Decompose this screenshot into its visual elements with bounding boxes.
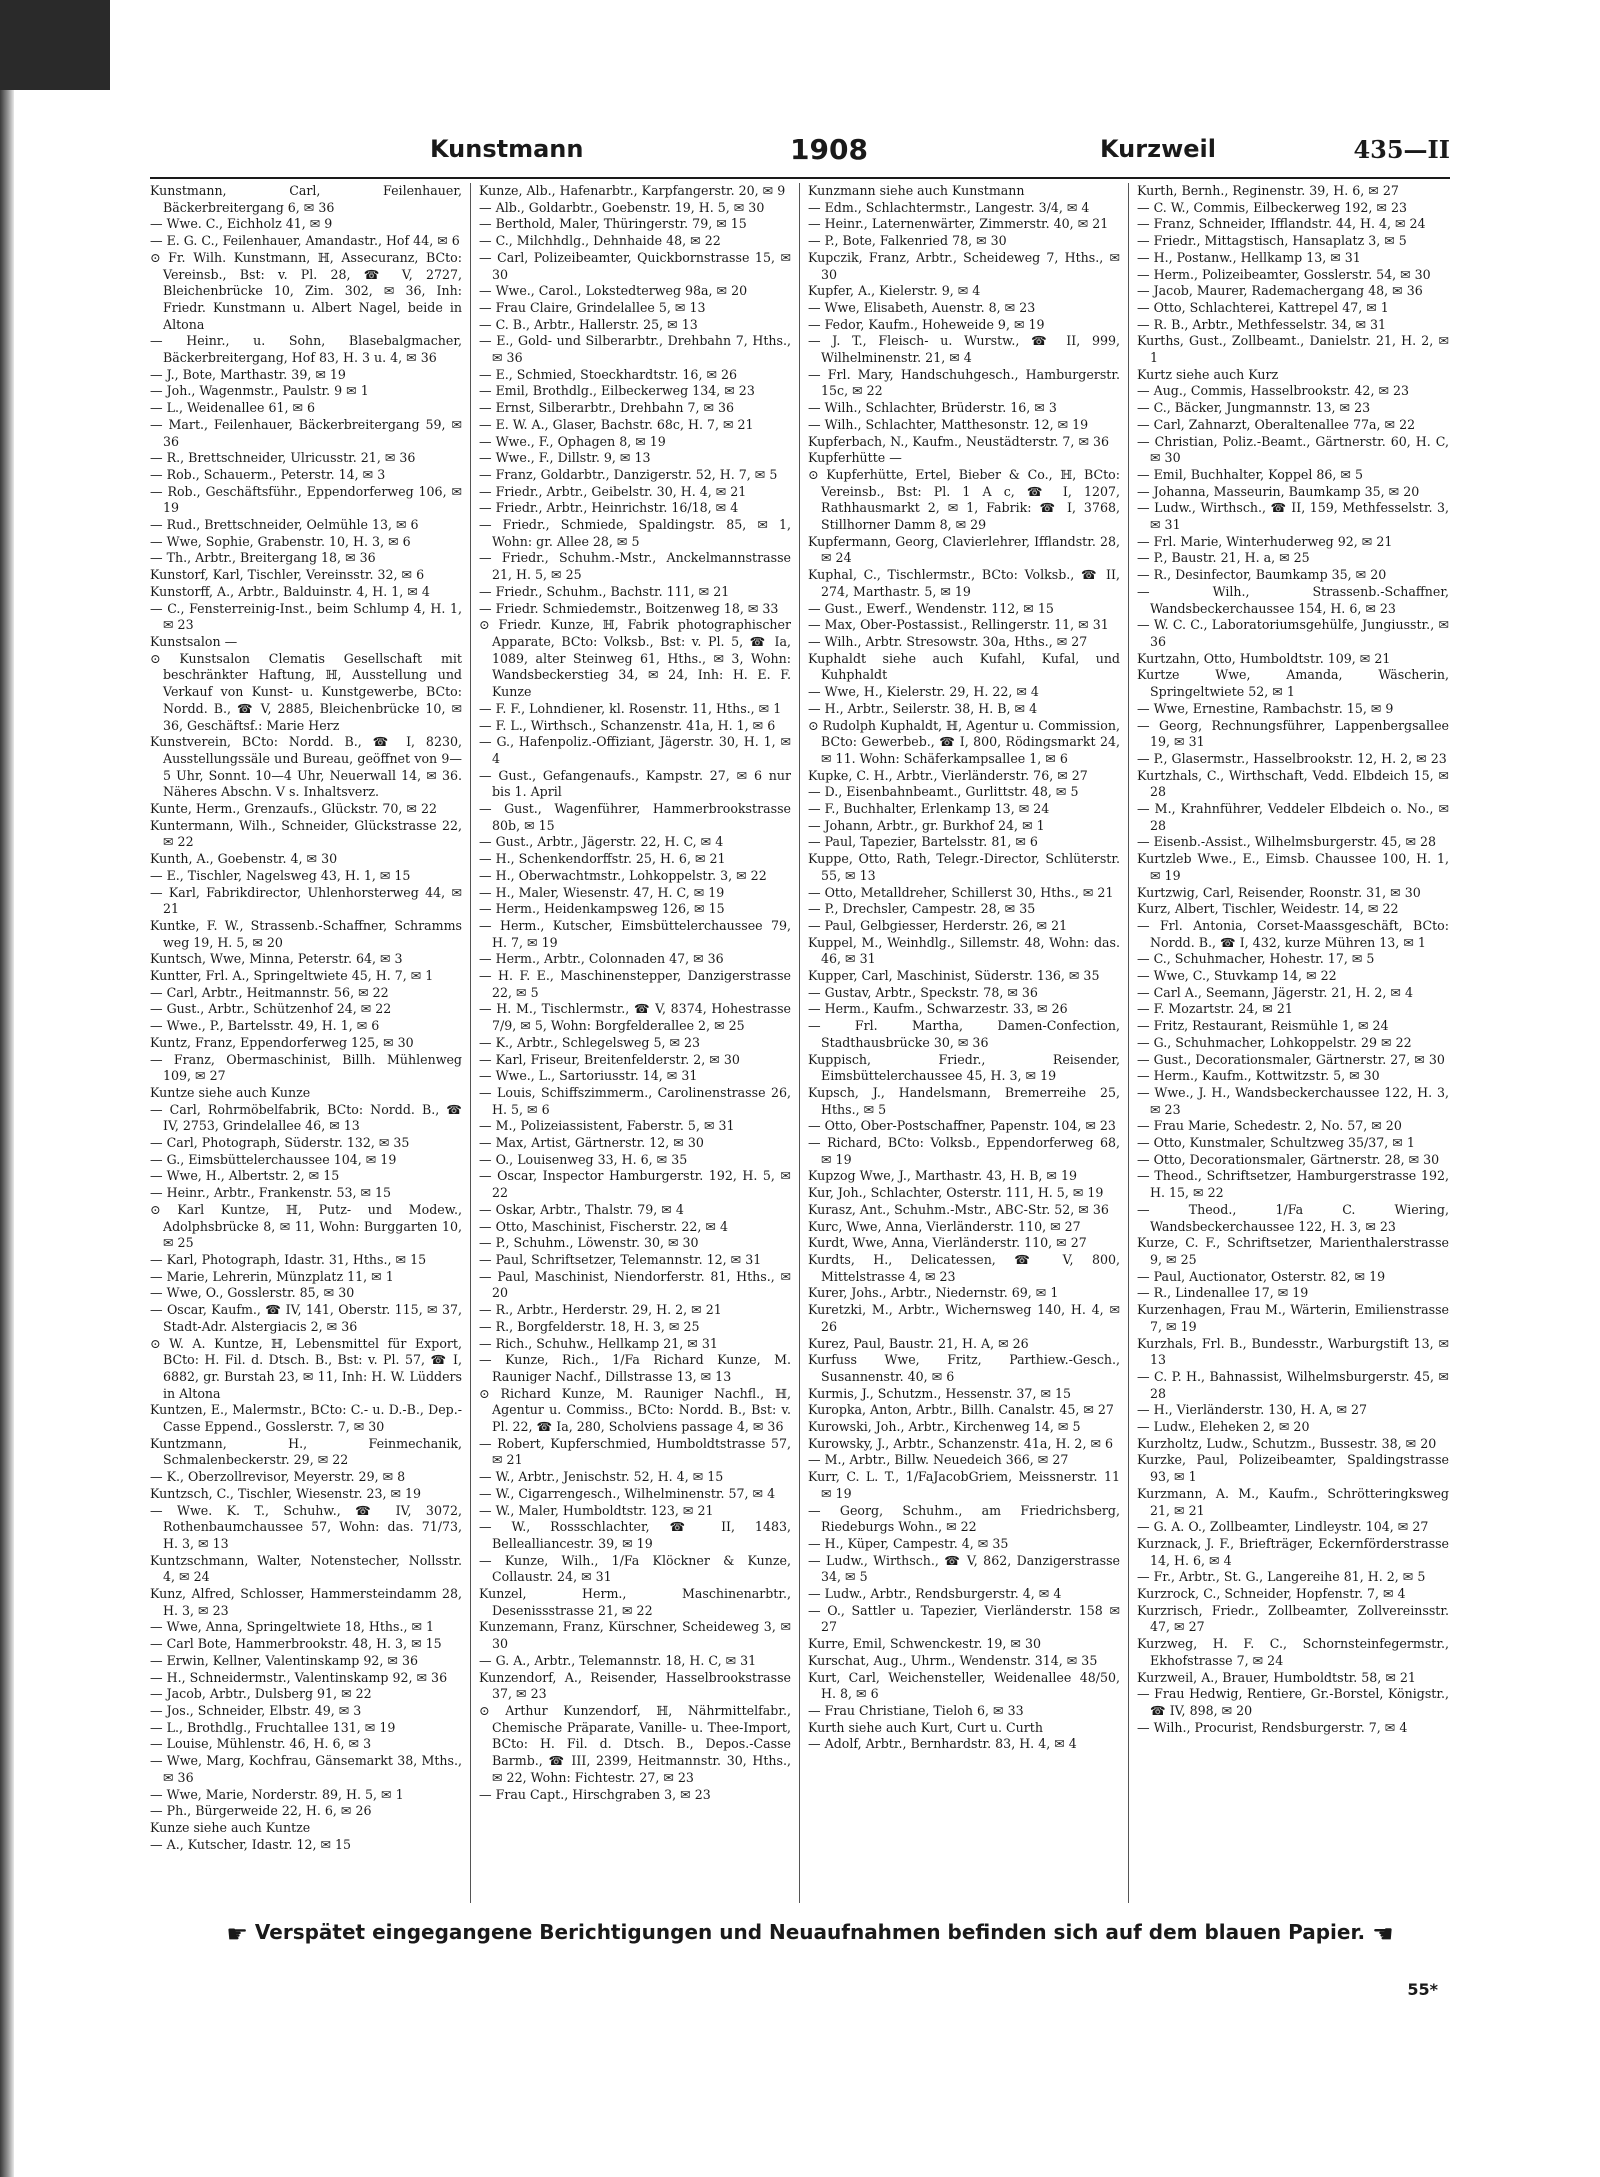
directory-entry: — Paul, Maschinist, Niendorferstr. 81, Hths., ✉ 20 [479, 1268, 791, 1301]
directory-entry: Kur, Joh., Schlachter, Osterstr. 111, H. 5, ✉ 19 [808, 1185, 1104, 1201]
directory-entry: Kunth, A., Goebenstr. 4, ✉ 30 [150, 851, 338, 867]
directory-entry: — E., Tischler, Nagelsweg 43, H. 1, ✉ 15 [150, 867, 411, 883]
directory-entry: — P., Glasermstr., Hasselbrookstr. 12, H. 2, ✉ 23 [1137, 750, 1447, 766]
directory-entry: Kurez, Paul, Baustr. 21, H. A, ✉ 26 [808, 1335, 1029, 1351]
directory-entry: Kurtz siehe auch Kurz [1137, 366, 1279, 382]
directory-entry: Kuropka, Anton, Arbtr., Billh. Canalstr. 45, ✉ 27 [808, 1402, 1114, 1418]
directory-entry: — Wwe, Ernestine, Rambachstr. 15, ✉ 9 [1137, 700, 1394, 716]
directory-entry: — Kunze, Rich., 1/Fa Richard Kunze, M. Rauniger Nachf., Dillstrasse 13, ✉ 13 [479, 1352, 791, 1384]
directory-entry: Kurtze Wwe, Amanda, Wäscherin, Springeltwiete 52, ✉ 1 [1137, 667, 1449, 700]
directory-entry: — Frau Marie, Schedestr. 2, No. 57, ✉ 20 [1137, 1118, 1402, 1134]
directory-entry: — Carl, Arbtr., Heitmannstr. 56, ✉ 22 [150, 984, 389, 1000]
directory-entry: — R. B., Arbtr., Methfesselstr. 34, ✉ 31 [1137, 316, 1387, 332]
directory-entry: — Carl, Photograph, Süderstr. 132, ✉ 35 [150, 1135, 410, 1151]
directory-entry: — D., Eisenbahnbeamt., Gurlittstr. 48, ✉ 5 [808, 784, 1079, 800]
directory-entry: — C. B., Arbtr., Hallerstr. 25, ✉ 13 [479, 316, 698, 332]
directory-entry: Kupczik, Franz, Arbtr., Scheideweg 7, Hths., ✉ 30 [808, 249, 1120, 282]
directory-entry: Kunze siehe auch Kuntze [150, 1819, 311, 1835]
directory-entry: — Erwin, Kellner, Valentinskamp 92, ✉ 36 [150, 1652, 418, 1668]
directory-entry: — H., Schneidermstr., Valentinskamp 92, ✉ 36 [150, 1669, 448, 1685]
directory-entry: — Gust., Arbtr., Schützenhof 24, ✉ 22 [150, 1001, 392, 1017]
directory-entry: Kuppe, Otto, Rath, Telegr.-Director, Schlüterstr. 55, ✉ 13 [808, 851, 1120, 883]
directory-entry: — Max, Ober-Postassist., Rellingerstr. 11, ✉ 31 [808, 617, 1109, 633]
directory-entry: Kurznack, J. F., Briefträger, Eckernförderstrasse 14, H. 6, ✉ 4 [1137, 1535, 1449, 1568]
directory-entry: Kurt, Carl, Weichensteller, Weidenallee 48/50, H. 8, ✉ 6 [808, 1669, 1120, 1702]
directory-entry: — Ludw., Eleheken 2, ✉ 20 [1137, 1419, 1310, 1435]
directory-entry: — E., Gold- und Silberarbtr., Drehbahn 7, Hths., ✉ 36 [479, 333, 791, 366]
directory-entry: — Joh., Wagenmstr., Paulstr. 9 ✉ 1 [150, 383, 369, 399]
directory-entry: — Richard, BCto: Volksb., Eppendorferweg 68, ✉ 19 [808, 1135, 1120, 1167]
directory-entry: — Wwe, Anna, Springeltwiete 18, Hths., ✉ 1 [150, 1619, 435, 1635]
directory-entry: — Rob., Schauerm., Peterstr. 14, ✉ 3 [150, 466, 386, 482]
directory-entry: — H., Küper, Campestr. 4, ✉ 35 [808, 1535, 1009, 1551]
directory-entry: — Herm., Kaufm., Schwarzestr. 33, ✉ 26 [808, 1001, 1068, 1017]
directory-entry: — Rob., Geschäftsführ., Eppendorferweg 106, ✉ 19 [150, 483, 462, 516]
directory-entry: — Carl Bote, Hammerbrookstr. 48, H. 3, ✉ 15 [150, 1636, 442, 1652]
directory-entry: — Theod., Schriftsetzer, Hamburgerstrasse 192, H. 15, ✉ 22 [1137, 1168, 1449, 1201]
directory-entry: — W., Maler, Humboldtstr. 123, ✉ 21 [479, 1502, 714, 1518]
directory-entry: — Edm., Schlachtermstr., Langestr. 3/4, ✉ 4 [808, 199, 1090, 215]
directory-entry: — Herm., Kaufm., Kottwitzstr. 5, ✉ 30 [1137, 1068, 1380, 1084]
directory-entry: — Wwe, Sophie, Grabenstr. 10, H. 3, ✉ 6 [150, 533, 411, 549]
directory-entry: — Emil, Buchhalter, Koppel 86, ✉ 5 [1137, 466, 1363, 482]
directory-entry: Kurtzleb Wwe., E., Eimsb. Chaussee 100, H. 1, ✉ 19 [1137, 851, 1449, 883]
directory-entry: Kupferbach, N., Kaufm., Neustädterstr. 7, ✉ 36 [808, 433, 1110, 449]
directory-entry: — Ludw., Wirthsch., ☎ V, 862, Danzigerstrasse 34, ✉ 5 [808, 1552, 1120, 1585]
directory-entry: — K., Oberzollrevisor, Meyerstr. 29, ✉ 8 [150, 1469, 406, 1485]
directory-entry: — Otto, Decorationsmaler, Gärtnerstr. 28, ✉ 30 [1137, 1151, 1440, 1167]
directory-entry: — W., Arbtr., Jenischstr. 52, H. 4, ✉ 15 [479, 1469, 724, 1485]
directory-entry: ⊙ Arthur Kunzendorf, ℍ, Nährmittelfabr., Chemische Präparate, Vanille- u. Thee-Import, BCto: H. Fil. d. Dtsch. B., Depos.-Casse Barmb., ☎ III, 2399, Heitmannstr. 30, Hths., ✉ 22, Wohn: Fichtestr. 27, ✉ 23 [479, 1702, 791, 1785]
directory-entry: — Frau Capt., Hirschgraben 3, ✉ 23 [479, 1786, 711, 1802]
directory-entry: — Johann, Arbtr., gr. Burkhof 24, ✉ 1 [808, 817, 1045, 833]
directory-entry: Kurzholtz, Ludw., Schutzm., Bussestr. 38, ✉ 20 [1137, 1435, 1437, 1451]
directory-entry: Kunstmann, Carl, Feilenhauer, Bäckerbreitergang 6, ✉ 36 [150, 183, 462, 215]
directory-entry: — M., Krahnführer, Veddeler Elbdeich o. No., ✉ 28 [1137, 801, 1449, 833]
directory-entry: — Otto, Schlachterei, Kattrepel 47, ✉ 1 [1137, 299, 1389, 315]
entry-columns [150, 183, 1450, 1903]
directory-entry: ⊙ Kunstsalon Clematis Gesellschaft mit beschränkter Haftung, ℍ, Ausstellung und Verkauf von Kunst- u. Kunstgewerbe, BCto: Nordd. B., ☎ V, 2885, Bleichenbrücke 10, ✉ 36, Geschäftsf.: Marie Herz [150, 650, 462, 733]
directory-entry: — R., Borgfelderstr. 18, H. 3, ✉ 25 [479, 1318, 700, 1334]
directory-entry: — Max, Artist, Gärtnerstr. 12, ✉ 30 [479, 1135, 704, 1151]
directory-entry: — C., Fensterreinig-Inst., beim Schlump 4, H. 1, ✉ 23 [150, 600, 462, 633]
directory-entry: Kurth, Bernh., Reginenstr. 39, H. 6, ✉ 27 [1137, 183, 1399, 198]
directory-entry: — P., Baustr. 21, H. a, ✉ 25 [1137, 550, 1310, 566]
directory-entry: Kupzog Wwe, J., Marthastr. 43, H. B, ✉ 19 [808, 1168, 1077, 1184]
directory-entry: — Georg, Rechnungsführer, Lappenbergsallee 19, ✉ 31 [1137, 717, 1449, 750]
directory-entry: — Rich., Schuhw., Hellkamp 21, ✉ 31 [479, 1335, 718, 1351]
directory-entry: — Frl. Martha, Damen-Confection, Stadthausbrücke 30, ✉ 36 [808, 1018, 1120, 1050]
directory-entry: — Adolf, Arbtr., Bernhardstr. 83, H. 4, ✉ 4 [808, 1736, 1077, 1752]
directory-entry: — J. T., Fleisch- u. Wurstw., ☎ II, 999, Wilhelminenstr. 21, ✉ 4 [808, 333, 1120, 366]
directory-entry: — Paul, Tapezier, Bartelsstr. 81, ✉ 6 [808, 834, 1038, 850]
column-2 [479, 183, 791, 1903]
directory-entry: Kuntke, F. W., Strassenb.-Schaffner, Schramms weg 19, H. 5, ✉ 20 [150, 917, 462, 950]
directory-entry: Kurzhals, Frl. B., Bundesstr., Warburgstift 13, ✉ 13 [1137, 1335, 1449, 1368]
directory-entry: — Wwe. C., Eichholz 41, ✉ 9 [150, 216, 333, 232]
directory-entry: — Johanna, Masseurin, Baumkamp 35, ✉ 20 [1137, 483, 1420, 499]
directory-entry: — Jos., Schneider, Elbstr. 49, ✉ 3 [150, 1702, 362, 1718]
directory-entry: — Herm., Polizeibeamter, Gosslerstr. 54, ✉ 30 [1137, 266, 1431, 282]
directory-entry: — Frau Hedwig, Rentiere, Gr.-Borstel, Königstr., ☎ IV, 898, ✉ 20 [1137, 1686, 1449, 1718]
directory-entry: — C., Milchhdlg., Dehnhaide 48, ✉ 22 [479, 233, 721, 249]
directory-entry: Kurzrock, C., Schneider, Hopfenstr. 7, ✉ 4 [1137, 1586, 1406, 1602]
directory-entry: — Otto, Metalldreher, Schillerst 30, Hths., ✉ 21 [808, 884, 1114, 900]
directory-entry: — Wwe, C., Stuvkamp 14, ✉ 22 [1137, 968, 1337, 984]
directory-entry: — Emil, Brothdlg., Eilbeckerweg 134, ✉ 23 [479, 383, 755, 399]
directory-entry: — Frl. Marie, Winterhuderweg 92, ✉ 21 [1137, 533, 1393, 549]
directory-entry: — M., Polizeiassistent, Faberstr. 5, ✉ 31 [479, 1118, 735, 1134]
directory-entry: Kurth siehe auch Kurt, Curt u. Curth [808, 1719, 1043, 1735]
directory-entry: — Oskar, Arbtr., Thalstr. 79, ✉ 4 [479, 1201, 684, 1217]
directory-entry: Kupfer, A., Kielerstr. 9, ✉ 4 [808, 283, 981, 299]
footer-notice [170, 1915, 1450, 1949]
directory-entry: — Ernst, Silberarbtr., Drehbahn 7, ✉ 36 [479, 400, 735, 416]
sheet-signature: 55* [1407, 1980, 1438, 1999]
column-divider [470, 183, 471, 1903]
directory-entry: Kunte, Herm., Grenzaufs., Glückstr. 70, ✉ 22 [150, 801, 437, 817]
directory-entry: — O., Louisenweg 33, H. 6, ✉ 35 [479, 1151, 688, 1167]
page-number: 435—II [1353, 135, 1450, 164]
directory-entry: — Herm., Arbtr., Colonnaden 47, ✉ 36 [479, 951, 724, 967]
directory-entry: Kunz, Alfred, Schlosser, Hammersteindamm 28, H. 3, ✉ 23 [150, 1586, 462, 1618]
directory-entry: Kuntzsch, C., Tischler, Wiesenstr. 23, ✉ 19 [150, 1485, 422, 1501]
directory-entry: Kuntermann, Wilh., Schneider, Glückstrasse 22, ✉ 22 [150, 817, 462, 850]
footer-notice-text: Verspätet eingegangene Berichtigungen und Neuaufnahmen befinden sich auf dem blauen Papier. [254, 1920, 1366, 1944]
directory-entry: — R., Desinfector, Baumkamp 35, ✉ 20 [1137, 567, 1387, 583]
directory-entry: — Wilh., Arbtr. Stresowstr. 30a, Hths., ✉ 27 [808, 633, 1088, 649]
directory-entry: Kurtzwig, Carl, Reisender, Roonstr. 31, ✉ 30 [1137, 884, 1421, 900]
directory-entry: — G. A. O., Zollbeamter, Lindleystr. 104, ✉ 27 [1137, 1519, 1429, 1535]
header-rule [150, 177, 1450, 179]
directory-entry: — Wilh., Procurist, Rendsburgerstr. 7, ✉ 4 [1137, 1719, 1408, 1735]
directory-entry: — Heinr., Laternenwärter, Zimmerstr. 40, ✉ 21 [808, 216, 1109, 232]
directory-entry: — Carl, Polizeibeamter, Quickbornstrasse 15, ✉ 30 [479, 249, 791, 282]
directory-entry: — Wilh., Schlachter, Brüderstr. 16, ✉ 3 [808, 400, 1057, 416]
directory-entry: Kunzendorf, A., Reisender, Hasselbrookstrasse 37, ✉ 23 [479, 1669, 791, 1702]
directory-entry: — R., Brettschneider, Ulricusstr. 21, ✉ 36 [150, 450, 416, 466]
directory-entry: Kunzel, Herm., Maschinenarbtr., Desenissstrasse 21, ✉ 22 [479, 1586, 791, 1618]
directory-entry: — G. A., Arbtr., Telemannstr. 18, H. C, ✉ 31 [479, 1652, 757, 1668]
directory-entry: — F. F., Lohndiener, kl. Rosenstr. 11, Hths., ✉ 1 [479, 700, 782, 716]
directory-entry: — Wwe., F., Ophagen 8, ✉ 19 [479, 433, 666, 449]
column-3 [808, 183, 1120, 1903]
directory-entry: — Georg, Schuhm., am Friedrichsberg, Riedeburgs Wohn., ✉ 22 [808, 1502, 1120, 1535]
directory-entry: — Friedr., Arbtr., Heinrichstr. 16/18, ✉ 4 [479, 500, 739, 516]
directory-entry: — W., Rossschlachter, ☎ II, 1483, Bellealliancestr. 39, ✉ 19 [479, 1519, 791, 1551]
directory-entry: Kurzweil, A., Brauer, Humboldtstr. 58, ✉ 21 [1137, 1669, 1416, 1685]
directory-entry: — C., Schuhmacher, Hohestr. 17, ✉ 5 [1137, 951, 1375, 967]
directory-entry: — C. P. H., Bahnassist, Wilhelmsburgerstr. 45, ✉ 28 [1137, 1368, 1449, 1401]
directory-entry: — Christian, Poliz.-Beamt., Gärtnerstr. 60, H. C, ✉ 30 [1137, 433, 1449, 466]
directory-entry: — Wwe., Carol., Lokstedterweg 98a, ✉ 20 [479, 283, 748, 299]
directory-entry: — H., Maler, Wiesenstr. 47, H. C, ✉ 19 [479, 884, 725, 900]
directory-entry: — P., Drechsler, Campestr. 28, ✉ 35 [808, 901, 1036, 917]
directory-entry: — C. W., Commis, Eilbeckerweg 192, ✉ 23 [1137, 199, 1407, 215]
directory-entry: — Theod., 1/Fa C. Wiering, Wandsbeckerchaussee 122, H. 3, ✉ 23 [1137, 1201, 1449, 1234]
directory-entry: — Marie, Lehrerin, Münzplatz 11, ✉ 1 [150, 1268, 394, 1284]
directory-entry: Kuntzen, E., Malermstr., BCto: C.- u. D.-B., Dep.-Casse Eppend., Gosslerstr. 7, ✉ 30 [150, 1402, 462, 1435]
directory-entry: — H. F. E., Maschinenstepper, Danzigerstrasse 22, ✉ 5 [479, 968, 791, 1000]
directory-entry: Kunstorf, Karl, Tischler, Vereinsstr. 32, ✉ 6 [150, 567, 425, 583]
directory-entry: — Wwe., L., Sartoriusstr. 14, ✉ 31 [479, 1068, 698, 1084]
directory-entry: — Wilh., Strassenb.-Schaffner, Wandsbeckerchaussee 154, H. 6, ✉ 23 [1137, 583, 1449, 616]
directory-entry: — Franz, Obermaschinist, Billh. Mühlenweg 109, ✉ 27 [150, 1051, 462, 1084]
directory-entry: — Paul, Schriftsetzer, Telemannstr. 12, ✉ 31 [479, 1252, 762, 1267]
directory-entry: — Robert, Kupferschmied, Humboldtstrasse 57, ✉ 21 [479, 1435, 791, 1468]
directory-entry: Kunstorff, A., Arbtr., Balduinstr. 4, H. 1, ✉ 4 [150, 583, 430, 599]
directory-entry: Kurzweg, H. F. C., Schornsteinfegermstr., Ekhofstrasse 7, ✉ 24 [1137, 1636, 1449, 1668]
directory-entry: Kurr, C. L. T., 1/FaJacobGriem, Meissnerstr. 11 ✉ 19 [808, 1469, 1120, 1501]
directory-entry: — P., Schuhm., Löwenstr. 30, ✉ 30 [479, 1235, 699, 1251]
directory-entry: — Otto, Maschinist, Fischerstr. 22, ✉ 4 [479, 1218, 728, 1234]
directory-entry: — Ph., Bürgerweide 22, H. 6, ✉ 26 [150, 1803, 372, 1819]
directory-entry: — Frl. Mary, Handschuhgesch., Hamburgerstr. 15c, ✉ 22 [808, 366, 1120, 399]
directory-entry: — Wwe, Elisabeth, Auenstr. 8, ✉ 23 [808, 299, 1036, 315]
directory-entry: Kuntze siehe auch Kunze [150, 1084, 311, 1100]
directory-entry: — W. C. C., Laboratoriumsgehülfe, Jungiusstr., ✉ 36 [1137, 617, 1449, 649]
directory-entry: — Berthold, Maler, Thüringerstr. 79, ✉ 15 [479, 216, 747, 232]
directory-entry: Kurowsky, J., Arbtr., Schanzenstr. 41a, H. 2, ✉ 6 [808, 1435, 1114, 1451]
directory-entry: Kuntz, Franz, Eppendorferweg 125, ✉ 30 [150, 1034, 414, 1050]
directory-entry: — Fritz, Restaurant, Reismühle 1, ✉ 24 [1137, 1018, 1389, 1034]
directory-entry: — K., Arbtr., Schlegelsweg 5, ✉ 23 [479, 1034, 701, 1050]
directory-entry: Kurzmann, A. M., Kaufm., Schrötteringksweg 21, ✉ 21 [1137, 1485, 1449, 1518]
directory-entry: — F. L., Wirthsch., Schanzenstr. 41a, H. 1, ✉ 6 [479, 717, 776, 733]
directory-entry: — Friedr. Schmiedemstr., Boitzenweg 18, ✉ 33 [479, 600, 779, 616]
directory-entry: — Herm., Kutscher, Eimsbüttelerchaussee 79, H. 7, ✉ 19 [479, 917, 791, 950]
directory-entry: — Frl. Antonia, Corset-Maassgeschäft, BCto: Nordd. B., ☎ I, 432, kurze Mühren 13, ✉ 1 [1137, 917, 1449, 950]
directory-entry: — G., Schuhmacher, Lohkoppelstr. 29 ✉ 22 [1137, 1034, 1412, 1050]
directory-entry: — Wwe, Marie, Norderstr. 89, H. 5, ✉ 1 [150, 1786, 404, 1802]
directory-entry: — H., Schenkendorffstr. 25, H. 6, ✉ 21 [479, 851, 726, 867]
directory-entry: Kurowski, Joh., Arbtr., Kirchenweg 14, ✉ 5 [808, 1419, 1081, 1435]
directory-entry: ⊙ Rudolph Kuphaldt, ℍ, Agentur u. Commission, BCto: Gewerbeb., ☎ I, 800, Rödingsmarkt 24, ✉ 11. Wohn: Schäferkampsallee 1, ✉ 6 [808, 717, 1120, 766]
directory-entry: — Jacob, Arbtr., Dulsberg 91, ✉ 22 [150, 1686, 372, 1702]
directory-entry: — H., Oberwachtmstr., Lohkoppelstr. 3, ✉ 22 [479, 867, 767, 883]
directory-entry: — Eisenb.-Assist., Wilhelmsburgerstr. 45, ✉ 28 [1137, 834, 1437, 850]
directory-entry: Kuppel, M., Weinhdlg., Sillemstr. 48, Wohn: das. 46, ✉ 31 [808, 934, 1120, 967]
directory-entry: — Wwe. K. T., Schuhw., ☎ IV, 3072, Rothenbaumchaussee 57, Wohn: das. 71/73, H. 3, ✉ 13 [150, 1502, 462, 1551]
directory-entry: — Franz, Schneider, Ifflandstr. 44, H. 4, ✉ 24 [1137, 216, 1426, 232]
directory-entry: — Oscar, Inspector Hamburgerstr. 192, H. 5, ✉ 22 [479, 1168, 791, 1201]
directory-entry: — Friedr., Schuhm., Bachstr. 111, ✉ 21 [479, 583, 730, 599]
directory-entry: — Wwe, O., Gosslerstr. 85, ✉ 30 [150, 1285, 355, 1301]
directory-entry: — Karl, Fabrikdirector, Uhlenhorsterweg 44, ✉ 21 [150, 884, 462, 917]
directory-entry: Kunzemann, Franz, Kürschner, Scheideweg 3, ✉ 30 [479, 1619, 791, 1652]
directory-entry: Kurdts, H., Delicatessen, ☎ V, 800, Mittelstrasse 4, ✉ 23 [808, 1252, 1120, 1284]
directory-entry: — Carl, Rohrmöbelfabrik, BCto: Nordd. B., ☎ IV, 2753, Grindelallee 46, ✉ 13 [150, 1101, 462, 1134]
directory-entry: — R., Arbtr., Herderstr. 29, H. 2, ✉ 21 [479, 1302, 722, 1318]
directory-entry: — Gust., Gefangenaufs., Kampstr. 27, ✉ 6 nur bis 1. April [479, 767, 791, 800]
directory-entry: — A., Kutscher, Idastr. 12, ✉ 15 [150, 1836, 352, 1852]
directory-entry: — Gustav, Arbtr., Speckstr. 78, ✉ 36 [808, 984, 1038, 1000]
directory-entry: — C., Bäcker, Jungmannstr. 13, ✉ 23 [1137, 400, 1371, 416]
directory-entry: Kunstsalon — [150, 633, 238, 649]
directory-entry: — G., Eimsbüttelerchaussee 104, ✉ 19 [150, 1151, 397, 1167]
directory-entry: — L., Brothdlg., Fruchtallee 131, ✉ 19 [150, 1719, 396, 1735]
directory-entry: — O., Sattler u. Tapezier, Vierländerstr. 158 ✉ 27 [808, 1602, 1120, 1635]
directory-entry: — W., Cigarrengesch., Wilhelminenstr. 57, ✉ 4 [479, 1485, 776, 1501]
directory-entry: Kupferhütte — [808, 450, 902, 466]
directory-entry: Kurer, Johs., Arbtr., Niedernstr. 69, ✉ 1 [808, 1285, 1059, 1301]
directory-entry: — J., Bote, Marthastr. 39, ✉ 19 [150, 366, 346, 382]
directory-entry: — Gust., Wagenführer, Hammerbrookstrasse 80b, ✉ 15 [479, 801, 791, 833]
page-header [150, 135, 1450, 175]
directory-entry: Kupper, Carl, Maschinist, Süderstr. 136, ✉ 35 [808, 968, 1100, 984]
directory-entry: — Wwe, Marg, Kochfrau, Gänsemarkt 38, Mths., ✉ 36 [150, 1753, 462, 1785]
directory-entry: Kurzenhagen, Frau M., Wärterin, Emilienstrasse 7, ✉ 19 [1137, 1302, 1449, 1334]
directory-entry: Kurths, Gust., Zollbeamt., Danielstr. 21, H. 2, ✉ 1 [1137, 333, 1449, 366]
directory-entry: Kurz, Albert, Tischler, Weidestr. 14, ✉ 22 [1137, 901, 1399, 917]
directory-entry: — H., Arbtr., Seilerstr. 38, H. B, ✉ 4 [808, 700, 1038, 716]
directory-entry: — Heinr., u. Sohn, Blasebalgmacher, Bäckerbreitergang, Hof 83, H. 3 u. 4, ✉ 36 [150, 333, 462, 366]
directory-entry: — L., Weidenallee 61, ✉ 6 [150, 400, 316, 416]
directory-entry: Kurschat, Aug., Uhrm., Wendenstr. 314, ✉ 35 [808, 1652, 1098, 1668]
directory-entry: — Karl, Friseur, Breitenfelderstr. 2, ✉ 30 [479, 1051, 740, 1067]
directory-entry: Kuphal, C., Tischlermstr., BCto: Volksb., ☎ II, 274, Marthastr. 5, ✉ 19 [808, 567, 1120, 599]
directory-entry: — Wwe, H., Kielerstr. 29, H. 22, ✉ 4 [808, 684, 1039, 700]
directory-entry: Kurasz, Ant., Schuhm.-Mstr., ABC-Str. 52, ✉ 36 [808, 1201, 1109, 1217]
directory-entry: Kuppisch, Friedr., Reisender, Eimsbüttelerchaussee 45, H. 3, ✉ 19 [808, 1051, 1120, 1084]
directory-entry: — Rud., Brettschneider, Oelmühle 13, ✉ 6 [150, 517, 419, 533]
directory-entry: Kurc, Wwe, Anna, Vierländerstr. 110, ✉ 27 [808, 1218, 1081, 1234]
directory-entry: — Ludw., Wirthsch., ☎ II, 159, Methfesselstr. 3, ✉ 31 [1137, 500, 1449, 533]
scan-edge [0, 0, 14, 2177]
directory-entry: — Carl, Zahnarzt, Oberaltenallee 77a, ✉ 22 [1137, 416, 1416, 432]
directory-entry: — Gust., Arbtr., Jägerstr. 22, H. C, ✉ 4 [479, 834, 724, 850]
directory-entry: — Ludw., Arbtr., Rendsburgerstr. 4, ✉ 4 [808, 1586, 1062, 1602]
directory-entry: — Karl, Photograph, Idastr. 31, Hths., ✉ 15 [150, 1252, 427, 1267]
directory-entry: ⊙ Richard Kunze, M. Rauniger Nachfl., ℍ, Agentur u. Commiss., BCto: Nordd. B., Bst: v. Pl. 22, ☎ Ia, 280, Scholviens passage 4, ✉ 36 [479, 1385, 791, 1435]
column-4 [1137, 183, 1449, 1903]
directory-entry: Kuntzmann, H., Feinmechanik, Schmalenbeckerstr. 29, ✉ 22 [150, 1435, 462, 1468]
directory-entry: — Frau Claire, Grindelallee 5, ✉ 13 [479, 299, 706, 315]
directory-entry: — Wwe., J. H., Wandsbeckerchaussee 122, H. 3, ✉ 23 [1137, 1084, 1449, 1117]
directory-entry: — Mart., Feilenhauer, Bäckerbreitergang 59, ✉ 36 [150, 416, 462, 449]
directory-entry: Kurre, Emil, Schwenckestr. 19, ✉ 30 [808, 1636, 1041, 1652]
directory-entry: Kurtzahn, Otto, Humboldtstr. 109, ✉ 21 [1137, 650, 1391, 666]
directory-entry: — Otto, Kunstmaler, Schultzweg 35/37, ✉ 1 [1137, 1135, 1415, 1151]
directory-entry: ⊙ Fr. Wilh. Kunstmann, ℍ, Assecuranz, BCto: Vereinsb., Bst: v. Pl. 28, ☎ V, 2727, Bleichenbrücke 10, Zim. 302, ✉ 36, Inh: Friedr. Kunstmann u. Albert Nagel, beide in Altona [150, 249, 462, 332]
directory-entry: — Wwe., P., Bartelsstr. 49, H. 1, ✉ 6 [150, 1018, 380, 1034]
directory-entry: Kunze, Alb., Hafenarbtr., Karpfangerstr. 20, ✉ 9 [479, 183, 786, 198]
directory-entry: Kupsch, J., Handelsmann, Bremerreihe 25, Hths., ✉ 5 [808, 1084, 1120, 1117]
column-divider [799, 183, 800, 1903]
directory-entry: Kurzke, Paul, Polizeibeamter, Spaldingstrasse 93, ✉ 1 [1137, 1452, 1449, 1485]
directory-entry: — Fr., Arbtr., St. G., Langereihe 81, H. 2, ✉ 5 [1137, 1569, 1426, 1585]
directory-entry: — H., Vierländerstr. 130, H. A, ✉ 27 [1137, 1402, 1368, 1418]
directory-entry: — Friedr., Schuhm.-Mstr., Anckelmannstrasse 21, H. 5, ✉ 25 [479, 550, 791, 583]
directory-entry: — Herm., Heidenkampsweg 126, ✉ 15 [479, 901, 725, 917]
directory-entry: Kurmis, J., Schutzm., Hessenstr. 37, ✉ 15 [808, 1385, 1072, 1401]
directory-entry: Kuretzki, M., Arbtr., Wichernsweg 140, H. 4, ✉ 26 [808, 1302, 1120, 1334]
header-first-entry: Kunstmann [430, 135, 584, 163]
directory-entry: Kuntsch, Wwe, Minna, Peterstr. 64, ✉ 3 [150, 951, 403, 967]
directory-entry: — Wilh., Schlachter, Matthesonstr. 12, ✉ 19 [808, 416, 1089, 432]
directory-entry: — Paul, Gelbgiesser, Herderstr. 26, ✉ 21 [808, 917, 1068, 933]
directory-entry: Kupke, C. H., Arbtr., Vierländerstr. 76, ✉ 27 [808, 767, 1088, 783]
directory-entry: Kupfermann, Georg, Clavierlehrer, Ifflandstr. 28, ✉ 24 [808, 533, 1120, 566]
directory-entry: ⊙ Karl Kuntze, ℍ, Putz- und Modew., Adolphsbrücke 8, ✉ 11, Wohn: Burggarten 10, ✉ 25 [150, 1201, 462, 1251]
directory-page [150, 125, 1450, 2105]
directory-entry: — Friedr., Mittagstisch, Hansaplatz 3, ✉ 5 [1137, 233, 1407, 249]
directory-entry: Kurdt, Wwe, Anna, Vierländerstr. 110, ✉ 27 [808, 1235, 1087, 1251]
directory-entry: — Frau Christiane, Tieloh 6, ✉ 33 [808, 1702, 1024, 1718]
directory-entry: — P., Bote, Falkenried 78, ✉ 30 [808, 233, 1007, 249]
directory-entry: Kurtzhals, C., Wirthschaft, Vedd. Elbdeich 15, ✉ 28 [1137, 767, 1449, 800]
directory-entry: — Fedor, Kaufm., Hoheweide 9, ✉ 19 [808, 316, 1045, 332]
directory-entry: — R., Lindenallee 17, ✉ 19 [1137, 1285, 1309, 1301]
pointing-hand-icon: ☚ [1372, 1919, 1394, 1948]
header-year: 1908 [790, 133, 868, 166]
directory-entry: — E. W. A., Glaser, Bachstr. 68c, H. 7, ✉ 21 [479, 416, 754, 432]
column-divider [1128, 183, 1129, 1903]
column-1 [150, 183, 462, 1903]
directory-entry: Kuntter, Frl. A., Springeltwiete 45, H. 7, ✉ 1 [150, 968, 434, 984]
directory-entry: — Gust., Ewerf., Wendenstr. 112, ✉ 15 [808, 600, 1054, 616]
directory-entry: — Wwe., F., Dillstr. 9, ✉ 13 [479, 450, 651, 466]
directory-entry: — Kunze, Wilh., 1/Fa Klöckner & Kunze, Collaustr. 24, ✉ 31 [479, 1552, 791, 1585]
directory-entry: — Louise, Mühlenstr. 46, H. 6, ✉ 3 [150, 1736, 372, 1752]
directory-entry: — Gust., Decorationsmaler, Gärtnerstr. 27, ✉ 30 [1137, 1051, 1445, 1067]
directory-entry: — H., Postanw., Hellkamp 13, ✉ 31 [1137, 249, 1361, 265]
directory-entry: Kuntzschmann, Walter, Notenstecher, Nollsstr. 4, ✉ 24 [150, 1552, 462, 1585]
directory-entry: — M., Arbtr., Billw. Neuedeich 366, ✉ 27 [808, 1452, 1069, 1468]
directory-entry: Kurfuss Wwe, Fritz, Parthiew.-Gesch., Susannenstr. 40, ✉ 6 [808, 1352, 1120, 1384]
directory-entry: Kunstverein, BCto: Nordd. B., ☎ I, 8230, Ausstellungssäle und Bureau, geöffnet von 9—5 Uhr, Sonnt. 10—4 Uhr, Neuerwall 14, ✉ 36. Näheres Abschn. V s. Inhaltsverz. [150, 734, 462, 800]
directory-entry: — Otto, Ober-Postschaffner, Papenstr. 104, ✉ 23 [808, 1118, 1116, 1134]
directory-entry: — Friedr., Arbtr., Geibelstr. 30, H. 4, ✉ 21 [479, 483, 747, 499]
directory-entry: — Paul, Auctionator, Osterstr. 82, ✉ 19 [1137, 1268, 1386, 1284]
directory-entry: — Th., Arbtr., Breitergang 18, ✉ 36 [150, 550, 376, 566]
directory-entry: — E. G. C., Feilenhauer, Amandastr., Hof 44, ✉ 6 [150, 233, 460, 249]
header-last-entry: Kurzweil [1100, 135, 1216, 163]
directory-entry: — Jacob, Maurer, Rademachergang 48, ✉ 36 [1137, 283, 1423, 299]
directory-entry: — Wwe, H., Albertstr. 2, ✉ 15 [150, 1168, 340, 1184]
directory-entry: — Friedr., Schmiede, Spaldingstr. 85, ✉ 1, Wohn: gr. Allee 28, ✉ 5 [479, 517, 791, 549]
directory-entry: — H. M., Tischlermstr., ☎ V, 8374, Hohestrasse 7/9, ✉ 5, Wohn: Borgfelderallee 2, ✉ 25 [479, 1001, 791, 1034]
directory-entry: Kurze, C. F., Schriftsetzer, Marienthalerstrasse 9, ✉ 25 [1137, 1235, 1449, 1267]
directory-entry: — Carl A., Seemann, Jägerstr. 21, H. 2, ✉ 4 [1137, 984, 1413, 1000]
directory-entry: — Franz, Goldarbtr., Danzigerstr. 52, H. 7, ✉ 5 [479, 466, 778, 482]
directory-entry: Kurzrisch, Friedr., Zollbeamter, Zollvereinsstr. 47, ✉ 27 [1137, 1602, 1449, 1635]
directory-entry: ⊙ W. A. Kuntze, ℍ, Lebensmittel für Export, BCto: H. Fil. d. Dtsch. B., Bst: v. Pl. 57, ☎ I, 6882, gr. Burstah 23, ✉ 11, Inh: H. W. Lüdders in Altona [150, 1335, 462, 1401]
directory-entry: Kunzmann siehe auch Kunstmann [808, 183, 1025, 198]
directory-entry: — Oscar, Kaufm., ☎ IV, 141, Oberstr. 115, ✉ 37, Stadt-Adr. Alstergiacis 2, ✉ 36 [150, 1302, 462, 1334]
directory-entry: — Aug., Commis, Hasselbrookstr. 42, ✉ 23 [1137, 383, 1410, 399]
directory-entry: — E., Schmied, Stoeckhardtstr. 16, ✉ 26 [479, 366, 738, 382]
directory-entry: Kuphaldt siehe auch Kufahl, Kufal, und Kuhphaldt [808, 650, 1120, 683]
directory-entry: — F. Mozartstr. 24, ✉ 21 [1137, 1001, 1293, 1017]
directory-entry: ⊙ Friedr. Kunze, ℍ, Fabrik photographischer Apparate, BCto: Volksb., Bst: v. Pl. 5, ☎ Ia, 1089, alter Steinweg 61, Hths., ✉ 3, Wohn: Wandsbeckerstieg 34, ✉ 24, Inh: H. E. F. Kunze [479, 617, 791, 700]
directory-entry: — G., Hafenpoliz.-Offiziant, Jägerstr. 30, H. 1, ✉ 4 [479, 734, 791, 766]
directory-entry: — F., Buchhalter, Erlenkamp 13, ✉ 24 [808, 801, 1050, 817]
scan-corner-mark [0, 0, 110, 90]
directory-entry: — Louis, Schiffszimmerm., Carolinenstrasse 26, H. 5, ✉ 6 [479, 1084, 791, 1117]
directory-entry: — Heinr., Arbtr., Frankenstr. 53, ✉ 15 [150, 1185, 392, 1201]
directory-entry: ⊙ Kupferhütte, Ertel, Bieber & Co., ℍ, BCto: Vereinsb., Bst: Pl. 1 A c, ☎ I, 1207, Rathhausmarkt 2, ✉ 1, Fabrik: ☎ I, 3768, Stillhorner Damm 8, ✉ 29 [808, 466, 1120, 533]
directory-entry: — Alb., Goldarbtr., Goebenstr. 19, H. 5, ✉ 30 [479, 199, 765, 215]
pointing-hand-icon: ☛ [226, 1919, 248, 1948]
